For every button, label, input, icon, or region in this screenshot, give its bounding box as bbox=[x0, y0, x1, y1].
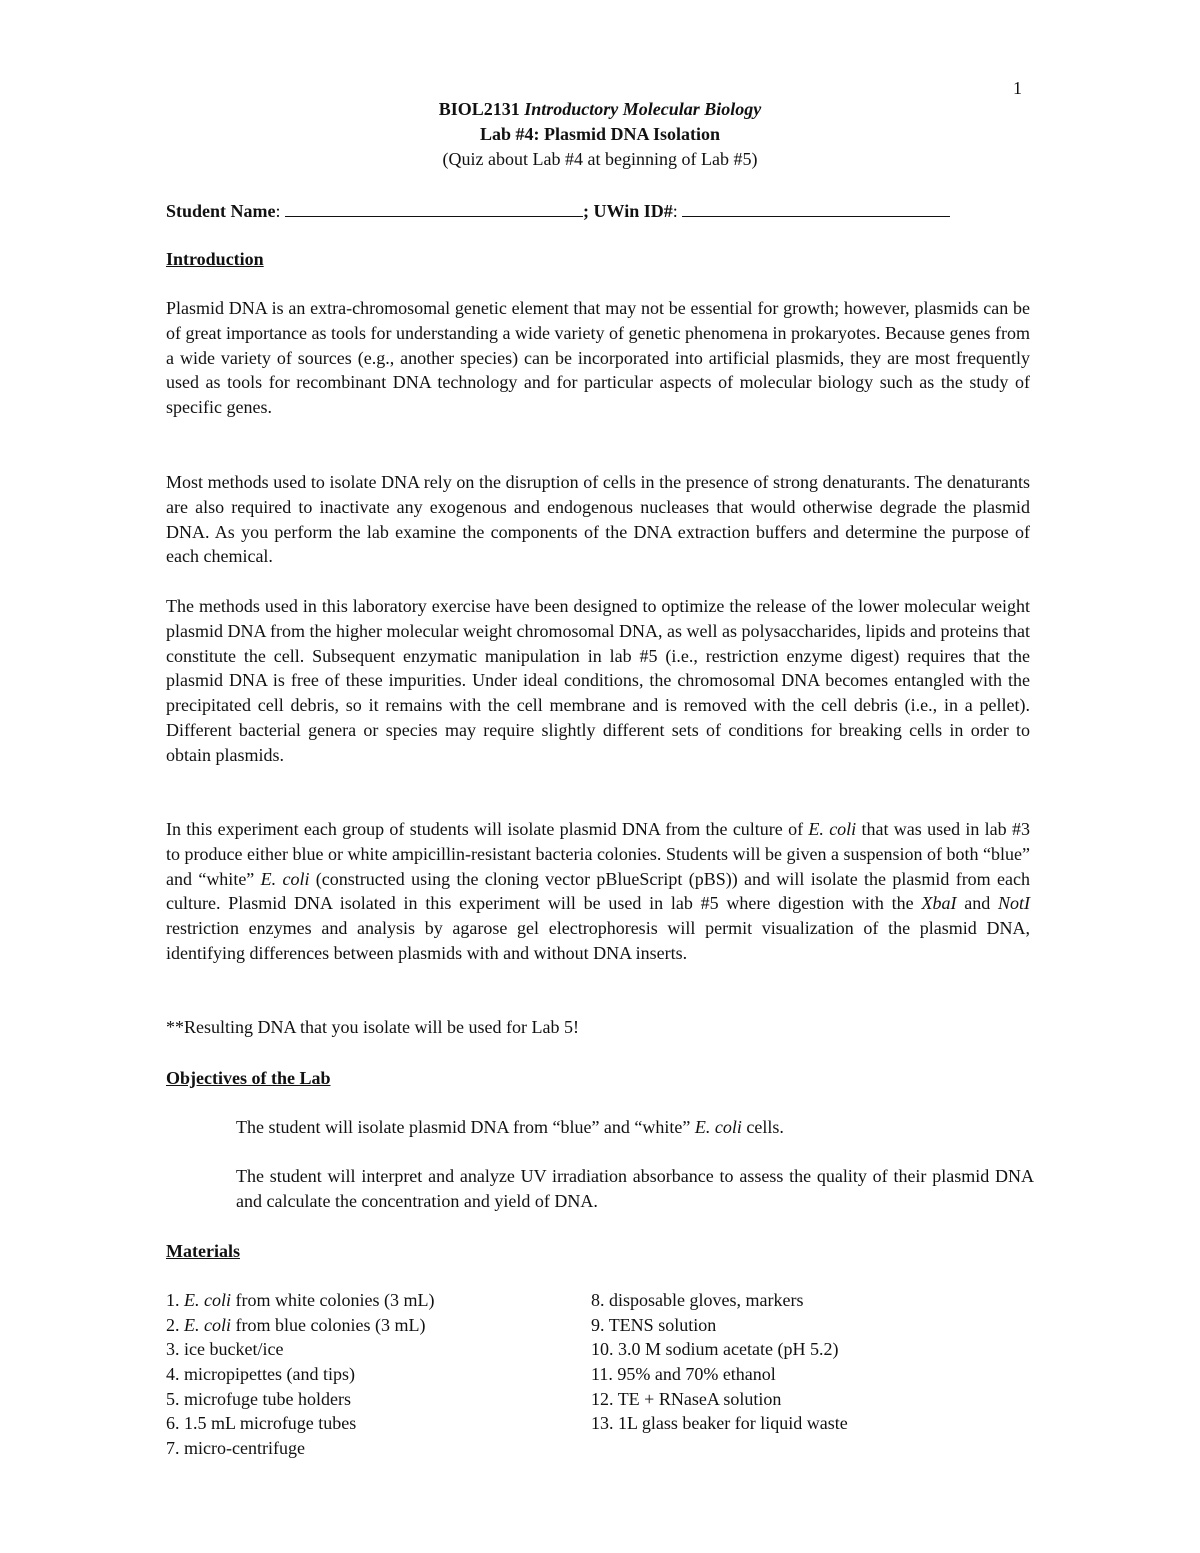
materials-heading: Materials bbox=[166, 1241, 240, 1261]
lab-title: Lab #4: Plasmid DNA Isolation bbox=[479, 124, 721, 144]
list-item: 7. micro-centrifuge bbox=[166, 1438, 305, 1459]
materials-list-right bbox=[591, 1288, 848, 1436]
course-title bbox=[166, 97, 1034, 122]
page-number: 1 bbox=[1013, 78, 1022, 98]
materials-list-left bbox=[166, 1288, 434, 1461]
list-item: 10. 3.0 M sodium acetate (pH 5.2) bbox=[591, 1339, 839, 1360]
objectives-heading: Objectives of the Lab bbox=[166, 1068, 331, 1088]
list-item: 4. micropipettes (and tips) bbox=[166, 1364, 355, 1385]
list-item: 13. 1L glass beaker for liquid waste bbox=[591, 1413, 848, 1434]
list-item: 9. TENS solution bbox=[591, 1314, 717, 1335]
uwin-id-label: UWin ID# bbox=[593, 201, 673, 221]
list-item: 2. E. coli from blue colonies (3 mL) bbox=[166, 1314, 426, 1335]
course-code: BIOL2131 bbox=[438, 99, 520, 119]
introduction-heading: Introduction bbox=[166, 249, 264, 269]
intro-paragraph-2: Most methods used to isolate DNA rely on the disruption of cells in the presence of strong denaturants. The denaturants are also required to inactivate any exogenous and endogenous nucleases that would otherwise degrade the plasmid DNA. As you perform the lab examine the components of the DNA extraction buffers and determine the purpose of each chemical. bbox=[166, 472, 1030, 567]
intro-paragraph-1: Plasmid DNA is an extra-chromosomal genetic element that may not be essential for growth; however, plasmids can be of great importance as tools for understanding a wide variety of genetic phenomena in prokaryotes. Because genes from a wide variety of sources (e.g., another species) can be incorporated into artificial plasmids, they are most frequently used as tools for recombinant DNA technology and for particular aspects of molecular biology such as the study of specific genes. bbox=[166, 298, 1030, 418]
intro-paragraph-4: In this experiment each group of students will isolate plasmid DNA from the culture of E. coli that was used in lab #3 to produce either blue or white ampicillin-resistant bacteria colonies. Students will be given a suspension of both “blue” and “white” E. coli (constructed using the cloning vector pBlueScript (pBS)) and will isolate the plasmid from each culture. Plasmid DNA isolated in this experiment will be used in lab #5 where digestion with the XbaI and NotI restriction enzymes and analysis by agarose gel electrophoresis will permit visualization of the plasmid DNA, identifying differences between plasmids with and without DNA inserts. bbox=[166, 819, 1030, 963]
student-name-field[interactable] bbox=[285, 198, 583, 217]
list-item: 1. E. coli from white colonies (3 mL) bbox=[166, 1290, 435, 1310]
uwin-id-field[interactable] bbox=[682, 198, 950, 217]
objective-2: The student will interpret and analyze UV irradiation absorbance to assess the quality of their plasmid DNA and calculate the concentration and yield of DNA. bbox=[236, 1166, 1034, 1211]
list-item: 6. 1.5 mL microfuge tubes bbox=[166, 1413, 357, 1434]
lab5-note: **Resulting DNA that you isolate will be used for Lab 5! bbox=[166, 1017, 579, 1037]
intro-paragraph-3: The methods used in this laboratory exercise have been designed to optimize the release of the lower molecular weight plasmid DNA from the higher molecular weight chromosomal DNA, as well as polysaccharides, lipids and proteins that constitute the cell. Subsequent enzymatic manipulation in lab #5 (i.e., restriction enzyme digest) requires that the plasmid DNA is free of these impurities. Under ideal conditions, the chromosomal DNA becomes entangled with the precipitated cell debris, so it remains with the cell membrane and is removed with the cell debris (i.e., in a pellet). Different bacterial genera or species may require slightly different sets of conditions for breaking cells in order to obtain plasmids. bbox=[166, 596, 1030, 765]
list-item: 12. TE + RNaseA solution bbox=[591, 1388, 782, 1409]
list-item: 11. 95% and 70% ethanol bbox=[591, 1364, 776, 1385]
list-item: 8. disposable gloves, markers bbox=[591, 1290, 804, 1310]
document-header bbox=[166, 97, 1034, 172]
list-item: 3. ice bucket/ice bbox=[166, 1339, 284, 1360]
course-name: Introductory Molecular Biology bbox=[524, 99, 762, 119]
objective-1: The student will isolate plasmid DNA from “blue” and “white” E. coli cells. bbox=[236, 1117, 784, 1137]
student-info-line: Student Name: ; UWin ID#: bbox=[166, 198, 1034, 224]
student-name-label: Student Name bbox=[166, 201, 276, 221]
list-item: 5. microfuge tube holders bbox=[166, 1388, 351, 1409]
quiz-note: (Quiz about Lab #4 at beginning of Lab #5) bbox=[442, 149, 758, 169]
